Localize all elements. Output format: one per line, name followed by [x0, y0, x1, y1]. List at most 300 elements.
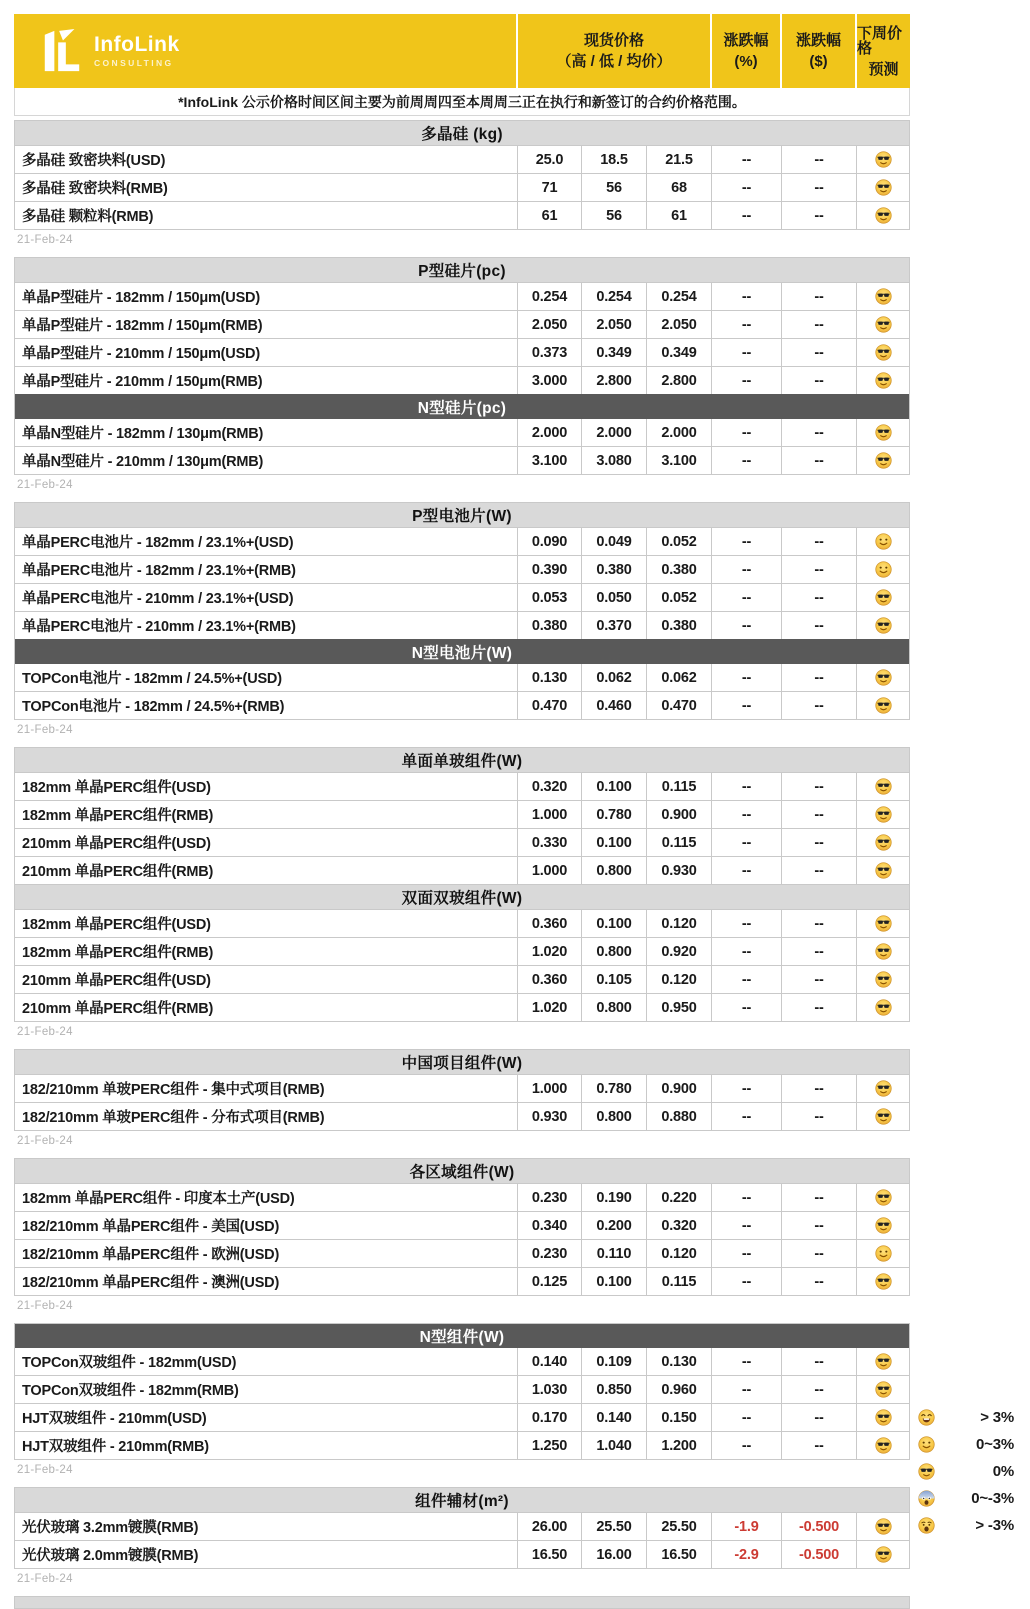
cool-face-icon [875, 862, 892, 879]
cool-face-icon [875, 1217, 892, 1234]
price-avg-cell: 0.130 [646, 1348, 711, 1375]
table-row [15, 611, 909, 639]
row-label: 单晶P型硅片 - 182mm / 150μm(USD) [22, 290, 260, 306]
cool-face-icon [875, 1409, 892, 1426]
row-label: 210mm 单晶PERC组件(USD) [22, 973, 211, 989]
section-date: 21-Feb-24 [17, 1026, 73, 1038]
legend-item [918, 1485, 1014, 1512]
cool-face-icon [875, 669, 892, 686]
change-pct-cell: -- [711, 1348, 781, 1375]
forecast-cell [856, 584, 909, 611]
change-pct-cell: -- [711, 283, 781, 310]
section-date: 21-Feb-24 [17, 724, 73, 736]
change-pct-cell: -- [711, 692, 781, 719]
row-label: 单晶PERC电池片 - 210mm / 23.1%+(RMB) [22, 619, 296, 635]
section-header: N型电池片(W) [15, 639, 909, 664]
price-avg-cell: 0.320 [646, 1212, 711, 1239]
table-row [15, 993, 909, 1021]
price-high-cell: 1.020 [517, 938, 581, 965]
change-usd-cell: -- [781, 966, 856, 993]
table-row [15, 1375, 909, 1403]
price-avg-cell: 0.115 [646, 1268, 711, 1295]
legend-item [918, 1404, 1014, 1431]
section-block [14, 747, 910, 1022]
cool-face-icon [875, 207, 892, 224]
forecast-cell [856, 692, 909, 719]
price-high-cell: 0.130 [517, 664, 581, 691]
section-header: N型硅片(pc) [15, 394, 909, 419]
price-avg-cell: 61 [646, 202, 711, 229]
forecast-cell [856, 1348, 909, 1375]
section-date: 21-Feb-24 [17, 1464, 73, 1476]
row-label: 182mm 单晶PERC组件(USD) [22, 780, 211, 796]
price-high-cell: 0.320 [517, 773, 581, 800]
change-usd-cell: -- [781, 692, 856, 719]
table-blocks [14, 120, 910, 1586]
price-high-cell: 0.930 [517, 1103, 581, 1130]
row-label: 单晶P型硅片 - 182mm / 150μm(RMB) [22, 318, 263, 334]
cool-face-icon [875, 151, 892, 168]
change-usd-cell: -- [781, 612, 856, 639]
price-high-cell: 26.00 [517, 1513, 581, 1540]
cool-face-icon [875, 1381, 892, 1398]
cool-face-icon [875, 617, 892, 634]
cool-face-icon [875, 697, 892, 714]
row-label: 单晶P型硅片 - 210mm / 150μm(USD) [22, 346, 260, 362]
forecast-cell [856, 829, 909, 856]
row-label: 182/210mm 单玻PERC组件 - 分布式项目(RMB) [22, 1110, 325, 1126]
row-label: 单晶PERC电池片 - 182mm / 23.1%+(RMB) [22, 563, 296, 579]
section-date: 21-Feb-24 [17, 1573, 73, 1585]
section-header: 各区域组件(W) [15, 1159, 909, 1183]
table-row [15, 527, 909, 555]
forecast-cell [856, 612, 909, 639]
price-high-cell: 0.170 [517, 1404, 581, 1431]
change-pct-cell: -- [711, 1212, 781, 1239]
change-usd-cell: -- [781, 801, 856, 828]
price-avg-cell: 25.50 [646, 1513, 711, 1540]
price-avg-cell: 3.100 [646, 447, 711, 474]
cool-face-icon [918, 1463, 935, 1480]
price-high-cell: 0.373 [517, 339, 581, 366]
change-pct-cell: -- [711, 1268, 781, 1295]
price-high-cell: 0.470 [517, 692, 581, 719]
change-usd-cell: -- [781, 857, 856, 884]
price-low-cell: 0.100 [581, 1268, 646, 1295]
section-header: N型组件(W) [15, 1324, 909, 1348]
price-avg-cell: 0.380 [646, 556, 711, 583]
fear-face-icon [918, 1490, 935, 1507]
price-high-cell: 1.000 [517, 801, 581, 828]
price-avg-cell: 0.470 [646, 692, 711, 719]
row-label: 182/210mm 单玻PERC组件 - 集中式项目(RMB) [22, 1082, 325, 1098]
price-high-cell: 2.050 [517, 311, 581, 338]
price-low-cell: 0.100 [581, 773, 646, 800]
price-avg-cell: 0.254 [646, 283, 711, 310]
forecast-cell [856, 994, 909, 1021]
table-row [15, 338, 909, 366]
forecast-cell [856, 447, 909, 474]
price-avg-cell: 0.380 [646, 612, 711, 639]
change-usd-cell: -- [781, 1268, 856, 1295]
price-low-cell: 0.062 [581, 664, 646, 691]
price-low-cell: 25.50 [581, 1513, 646, 1540]
price-high-cell: 16.50 [517, 1541, 581, 1568]
forecast-cell [856, 146, 909, 173]
price-low-cell: 0.380 [581, 556, 646, 583]
row-label: 多晶硅 致密块料(RMB) [22, 181, 168, 197]
table-row [15, 800, 909, 828]
brand-logo [14, 14, 516, 88]
legend-label: > 3% [980, 1409, 1014, 1426]
cool-face-icon [875, 1546, 892, 1563]
row-label: 单晶N型硅片 - 182mm / 130μm(RMB) [22, 426, 264, 442]
brand-text [94, 34, 180, 68]
row-label: 210mm 单晶PERC组件(USD) [22, 836, 211, 852]
table-row [15, 772, 909, 800]
row-label: 182/210mm 单晶PERC组件 - 美国(USD) [22, 1219, 280, 1235]
price-low-cell: 0.200 [581, 1212, 646, 1239]
price-low-cell: 2.000 [581, 419, 646, 446]
grin-face-icon [918, 1409, 935, 1426]
price-avg-cell: 1.200 [646, 1432, 711, 1459]
row-label: 多晶硅 致密块料(USD) [22, 153, 166, 169]
change-pct-cell: -- [711, 367, 781, 394]
forecast-cell [856, 202, 909, 229]
table-header [14, 14, 910, 88]
price-high-cell: 25.0 [517, 146, 581, 173]
price-avg-cell: 2.800 [646, 367, 711, 394]
change-pct-cell: -- [711, 801, 781, 828]
change-usd-cell: -- [781, 174, 856, 201]
price-low-cell: 2.050 [581, 311, 646, 338]
cool-face-icon [875, 999, 892, 1016]
table-row [15, 1102, 909, 1130]
cool-face-icon [875, 806, 892, 823]
price-avg-cell: 68 [646, 174, 711, 201]
table-row [15, 366, 909, 394]
cool-face-icon [875, 452, 892, 469]
change-usd-cell: -- [781, 202, 856, 229]
price-table [14, 14, 910, 1609]
change-pct-cell: -- [711, 857, 781, 884]
brand-subtitle: CONSULTING [94, 58, 174, 69]
forecast-cell [856, 174, 909, 201]
smile-face-icon [875, 533, 892, 550]
price-low-cell: 0.105 [581, 966, 646, 993]
price-avg-cell: 0.115 [646, 773, 711, 800]
price-low-cell: 2.800 [581, 367, 646, 394]
table-row [15, 1512, 909, 1540]
forecast-cell [856, 1541, 909, 1568]
cool-face-icon [875, 971, 892, 988]
change-pct-cell: -- [711, 419, 781, 446]
smile-face-icon [875, 1245, 892, 1262]
next-section-partial [14, 1596, 910, 1609]
table-row [15, 1403, 909, 1431]
cool-face-icon [875, 344, 892, 361]
price-low-cell: 0.800 [581, 857, 646, 884]
change-usd-cell: -- [781, 829, 856, 856]
column-header-change-usd: 涨跌幅 ($) [780, 14, 855, 88]
forecast-legend [918, 1404, 1014, 1539]
section-date: 21-Feb-24 [17, 1135, 73, 1147]
change-usd-cell: -- [781, 1184, 856, 1211]
change-pct-cell: -- [711, 612, 781, 639]
cool-face-icon [875, 424, 892, 441]
forecast-cell [856, 556, 909, 583]
table-row [15, 419, 909, 446]
cool-face-icon [875, 288, 892, 305]
price-high-cell: 0.230 [517, 1240, 581, 1267]
change-pct-cell: -- [711, 311, 781, 338]
price-low-cell: 0.800 [581, 1103, 646, 1130]
section-header: 双面双玻组件(W) [15, 884, 909, 909]
change-usd-cell: -- [781, 556, 856, 583]
forecast-cell [856, 1432, 909, 1459]
change-usd-cell: -- [781, 447, 856, 474]
change-usd-cell: -- [781, 910, 856, 937]
row-label: 210mm 单晶PERC组件(RMB) [22, 864, 214, 880]
table-row [15, 664, 909, 691]
section-date: 21-Feb-24 [17, 479, 73, 491]
forecast-cell [856, 966, 909, 993]
change-usd-cell: -- [781, 146, 856, 173]
price-avg-cell: 0.920 [646, 938, 711, 965]
price-avg-cell: 2.050 [646, 311, 711, 338]
forecast-cell [856, 311, 909, 338]
table-row [15, 1211, 909, 1239]
price-avg-cell: 0.880 [646, 1103, 711, 1130]
row-label: 182mm 单晶PERC组件(RMB) [22, 808, 214, 824]
row-label: 单晶PERC电池片 - 210mm / 23.1%+(USD) [22, 591, 294, 607]
section-header: P型硅片(pc) [15, 258, 909, 282]
price-high-cell: 0.230 [517, 1184, 581, 1211]
change-usd-cell: -- [781, 1432, 856, 1459]
price-avg-cell: 0.960 [646, 1376, 711, 1403]
forecast-cell [856, 1212, 909, 1239]
price-high-cell: 0.254 [517, 283, 581, 310]
row-label: TOPCon电池片 - 182mm / 24.5%+(RMB) [22, 699, 285, 715]
table-row [15, 1267, 909, 1295]
change-pct-cell: -- [711, 1103, 781, 1130]
price-low-cell: 0.800 [581, 994, 646, 1021]
price-low-cell: 0.349 [581, 339, 646, 366]
cool-face-icon [875, 778, 892, 795]
price-avg-cell: 0.930 [646, 857, 711, 884]
change-pct-cell: -- [711, 1432, 781, 1459]
forecast-cell [856, 1075, 909, 1102]
change-usd-cell: -- [781, 1376, 856, 1403]
table-row [15, 173, 909, 201]
table-row [15, 201, 909, 229]
change-pct-cell: -- [711, 556, 781, 583]
row-label: TOPCon双玻组件 - 182mm(USD) [22, 1355, 237, 1371]
change-pct-cell: -- [711, 966, 781, 993]
forecast-cell [856, 664, 909, 691]
forecast-cell [856, 339, 909, 366]
change-pct-cell: -- [711, 202, 781, 229]
price-low-cell: 0.100 [581, 829, 646, 856]
row-label: 182mm 单晶PERC组件(USD) [22, 917, 211, 933]
change-pct-cell: -- [711, 1075, 781, 1102]
cool-face-icon [875, 1518, 892, 1535]
table-row [15, 446, 909, 474]
price-low-cell: 56 [581, 202, 646, 229]
change-pct-cell: -- [711, 146, 781, 173]
cool-face-icon [875, 834, 892, 851]
row-label: 单晶P型硅片 - 210mm / 150μm(RMB) [22, 374, 263, 390]
price-high-cell: 0.360 [517, 966, 581, 993]
section-block [14, 502, 910, 720]
change-pct-cell: -- [711, 829, 781, 856]
change-usd-cell: -0.500 [781, 1541, 856, 1568]
cool-face-icon [875, 1273, 892, 1290]
forecast-cell [856, 283, 909, 310]
cool-face-icon [875, 1353, 892, 1370]
table-row [15, 1074, 909, 1102]
change-usd-cell: -- [781, 339, 856, 366]
section-header: 中国项目组件(W) [15, 1050, 909, 1074]
table-row [15, 1348, 909, 1375]
row-label: TOPCon电池片 - 182mm / 24.5%+(USD) [22, 671, 282, 687]
price-avg-cell: 0.900 [646, 1075, 711, 1102]
row-label: 182mm 单晶PERC组件 - 印度本土产(USD) [22, 1191, 295, 1207]
forecast-cell [856, 773, 909, 800]
row-label: 182/210mm 单晶PERC组件 - 澳洲(USD) [22, 1275, 280, 1291]
cool-face-icon [875, 589, 892, 606]
row-label: 182mm 单晶PERC组件(RMB) [22, 945, 214, 961]
price-high-cell: 0.340 [517, 1212, 581, 1239]
change-usd-cell: -- [781, 1075, 856, 1102]
table-row [15, 965, 909, 993]
change-pct-cell: -- [711, 528, 781, 555]
table-row [15, 691, 909, 719]
row-label: 多晶硅 颗粒料(RMB) [22, 209, 154, 225]
price-avg-cell: 0.120 [646, 1240, 711, 1267]
price-avg-cell: 0.220 [646, 1184, 711, 1211]
cool-face-icon [875, 915, 892, 932]
price-high-cell: 0.125 [517, 1268, 581, 1295]
table-row [15, 1183, 909, 1211]
price-high-cell: 1.250 [517, 1432, 581, 1459]
legend-label: 0~-3% [971, 1490, 1014, 1507]
row-label: 光伏玻璃 3.2mm镀膜(RMB) [22, 1520, 199, 1536]
change-usd-cell: -0.500 [781, 1513, 856, 1540]
price-low-cell: 0.850 [581, 1376, 646, 1403]
price-avg-cell: 0.052 [646, 584, 711, 611]
row-label: 182/210mm 单晶PERC组件 - 欧洲(USD) [22, 1247, 280, 1263]
change-pct-cell: -- [711, 1184, 781, 1211]
price-avg-cell: 0.115 [646, 829, 711, 856]
change-usd-cell: -- [781, 419, 856, 446]
smile-face-icon [918, 1436, 935, 1453]
cool-face-icon [875, 1437, 892, 1454]
price-high-cell: 2.000 [517, 419, 581, 446]
legend-label: 0~3% [976, 1436, 1014, 1453]
section-block [14, 120, 910, 230]
forecast-cell [856, 938, 909, 965]
table-row [15, 310, 909, 338]
price-low-cell: 0.100 [581, 910, 646, 937]
change-pct-cell: -- [711, 664, 781, 691]
change-usd-cell: -- [781, 367, 856, 394]
column-header-change-pct: 涨跌幅 (%) [710, 14, 780, 88]
change-pct-cell: -- [711, 1240, 781, 1267]
column-header-spot-price: 现货价格 （高 / 低 / 均价） [516, 14, 710, 88]
price-low-cell: 16.00 [581, 1541, 646, 1568]
change-usd-cell: -- [781, 1240, 856, 1267]
price-avg-cell: 0.950 [646, 994, 711, 1021]
forecast-cell [856, 1240, 909, 1267]
price-low-cell: 0.370 [581, 612, 646, 639]
wail-face-icon [918, 1517, 935, 1534]
table-row [15, 555, 909, 583]
cool-face-icon [875, 179, 892, 196]
legend-item [918, 1431, 1014, 1458]
row-label: TOPCon双玻组件 - 182mm(RMB) [22, 1383, 239, 1399]
change-usd-cell: -- [781, 773, 856, 800]
section-block [14, 1487, 910, 1569]
legend-label: 0% [992, 1463, 1014, 1480]
price-avg-cell: 0.052 [646, 528, 711, 555]
table-row [15, 909, 909, 937]
price-period-note: *InfoLink 公示价格时间区间主要为前周周四至本周周三正在执行和新签订的合约价格范围。 [14, 88, 910, 116]
cool-face-icon [875, 943, 892, 960]
price-high-cell: 0.140 [517, 1348, 581, 1375]
cool-face-icon [875, 1080, 892, 1097]
column-header-forecast: 下周价格 预测 [855, 14, 910, 88]
change-usd-cell: -- [781, 584, 856, 611]
forecast-cell [856, 801, 909, 828]
change-pct-cell: -- [711, 174, 781, 201]
table-row [15, 145, 909, 173]
change-pct-cell: -- [711, 994, 781, 1021]
forecast-cell [856, 419, 909, 446]
price-low-cell: 0.110 [581, 1240, 646, 1267]
table-row [15, 828, 909, 856]
change-pct-cell: -- [711, 1376, 781, 1403]
section-header: 单面单玻组件(W) [15, 748, 909, 772]
table-row [15, 937, 909, 965]
brand-name: InfoLink [94, 32, 180, 56]
price-high-cell: 0.360 [517, 910, 581, 937]
price-avg-cell: 0.150 [646, 1404, 711, 1431]
price-low-cell: 0.460 [581, 692, 646, 719]
change-usd-cell: -- [781, 283, 856, 310]
change-pct-cell: -- [711, 910, 781, 937]
price-avg-cell: 0.900 [646, 801, 711, 828]
section-header: 组件辅材(m²) [15, 1488, 909, 1512]
change-usd-cell: -- [781, 1348, 856, 1375]
cool-face-icon [875, 1108, 892, 1125]
row-label: HJT双玻组件 - 210mm(USD) [22, 1411, 207, 1427]
section-block [14, 1049, 910, 1131]
price-high-cell: 0.380 [517, 612, 581, 639]
section-block [14, 1158, 910, 1296]
change-pct-cell: -1.9 [711, 1513, 781, 1540]
forecast-cell [856, 1184, 909, 1211]
cool-face-icon [875, 316, 892, 333]
price-low-cell: 1.040 [581, 1432, 646, 1459]
price-low-cell: 0.780 [581, 1075, 646, 1102]
forecast-cell [856, 1513, 909, 1540]
change-pct-cell: -- [711, 938, 781, 965]
change-pct-cell: -- [711, 773, 781, 800]
price-high-cell: 0.330 [517, 829, 581, 856]
price-low-cell: 0.140 [581, 1404, 646, 1431]
price-high-cell: 1.020 [517, 994, 581, 1021]
